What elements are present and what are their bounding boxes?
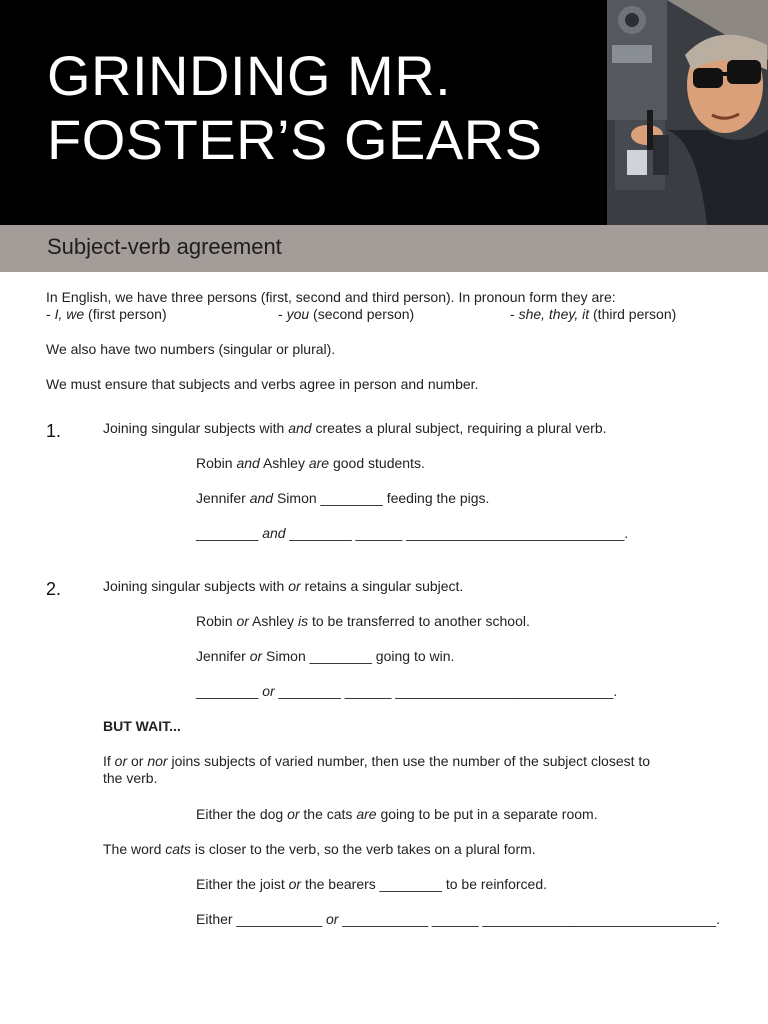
italic-word: is xyxy=(297,613,309,629)
text: Ashley xyxy=(248,613,298,629)
agreement-sentence: We must ensure that subjects and verbs agree in person and number. xyxy=(46,376,479,392)
but-wait-heading xyxy=(103,718,181,735)
teacher-photo xyxy=(607,0,768,225)
first-person-item xyxy=(46,306,167,323)
dash: - xyxy=(510,306,519,322)
text: Joining singular subjects with xyxy=(103,420,289,436)
text: or xyxy=(127,753,148,769)
italic-word: or xyxy=(236,613,249,629)
third-label: (third person) xyxy=(589,306,677,322)
text: retains a singular subject. xyxy=(300,578,464,594)
rule-1-exercise-2 xyxy=(196,525,628,542)
italic-word: or xyxy=(288,876,302,892)
text: ________ ______ ____________________________. xyxy=(274,683,618,699)
varied-exercise-2 xyxy=(196,911,720,928)
dash: - xyxy=(278,306,287,322)
third-pronouns: she, they, it xyxy=(518,306,590,322)
text: The word xyxy=(103,841,166,857)
italic-word: or xyxy=(262,683,275,699)
italic-word: or xyxy=(114,753,128,769)
section-title: Subject-verb agreement xyxy=(47,234,282,259)
text: Jennifer xyxy=(196,490,250,506)
title-banner xyxy=(0,0,607,225)
section-band xyxy=(0,225,768,272)
title-line-1: GRINDING MR. xyxy=(47,44,452,107)
italic-word: are xyxy=(308,455,330,471)
italic-word: and xyxy=(288,420,312,436)
text: going to be put in a separate room. xyxy=(376,806,598,822)
italic-word: or xyxy=(249,648,263,664)
dash: - xyxy=(46,306,55,322)
text: Robin xyxy=(196,613,237,629)
text: Either the dog xyxy=(196,806,288,822)
italic-word: and xyxy=(249,490,274,506)
text: ________ ______ ____________________________. xyxy=(285,525,629,541)
rule-number-1: 1. xyxy=(46,421,62,441)
text: Simon ________ feeding the pigs. xyxy=(273,490,490,506)
second-label: (second person) xyxy=(309,306,415,322)
rule-1-example-1 xyxy=(196,455,425,472)
varied-example-1 xyxy=(196,806,598,823)
varied-number-rule-line-2: the verb. xyxy=(103,770,158,786)
italic-word: and xyxy=(236,455,260,471)
second-pronouns: you xyxy=(286,306,310,322)
rule-2-exercise-2 xyxy=(196,683,617,700)
text: the cats xyxy=(299,806,357,822)
text: ___________ ______ ______________________________. xyxy=(338,911,720,927)
heading-text: BUT WAIT... xyxy=(103,718,181,734)
text: ________ xyxy=(196,525,263,541)
varied-exercise-1 xyxy=(196,876,547,893)
varied-number-rule-line-1 xyxy=(103,753,650,770)
italic-word: or xyxy=(287,806,300,822)
text: to be transferred to another school. xyxy=(308,613,530,629)
italic-word: nor xyxy=(147,753,168,769)
rule-number-2: 2. xyxy=(46,579,62,599)
text: good students. xyxy=(329,455,425,471)
text: joins subjects of varied number, then use the number of the subject closest to xyxy=(167,753,651,769)
italic-word: are xyxy=(356,806,377,822)
page-title xyxy=(47,44,543,172)
italic-word: cats xyxy=(165,841,191,857)
numbers-sentence: We also have two numbers (singular or plural). xyxy=(46,341,336,357)
text: Ashley xyxy=(259,455,309,471)
text: is closer to the verb, so the verb takes on a plural form. xyxy=(190,841,536,857)
text: Joining singular subjects with xyxy=(103,578,289,594)
text: Jennifer xyxy=(196,648,250,664)
rule-2-exercise-1 xyxy=(196,648,454,665)
italic-word: or xyxy=(288,578,301,594)
first-pronouns: I, we xyxy=(54,306,85,322)
rule-1-exercise-1 xyxy=(196,490,489,507)
rule-1-text xyxy=(103,420,607,437)
title-line-2: FOSTER’S GEARS xyxy=(47,108,543,171)
persons-sentence: In English, we have three persons (first, second and third person). In pronoun form they are: xyxy=(46,289,616,305)
first-label: (first person) xyxy=(84,306,167,322)
text: the bearers ________ to be reinforced. xyxy=(301,876,548,892)
second-person-item xyxy=(278,306,414,323)
third-person-item xyxy=(510,306,676,323)
text: creates a plural subject, requiring a plural verb. xyxy=(311,420,607,436)
explanation-note xyxy=(103,841,536,858)
rule-2-text xyxy=(103,578,463,595)
text: Either the joist xyxy=(196,876,289,892)
italic-word: and xyxy=(262,525,286,541)
text: Either ___________ xyxy=(196,911,326,927)
text: Robin xyxy=(196,455,237,471)
text: ________ xyxy=(196,683,263,699)
italic-word: or xyxy=(326,911,339,927)
text: If xyxy=(103,753,115,769)
rule-2-example-1 xyxy=(196,613,530,630)
text: Simon ________ going to win. xyxy=(262,648,455,664)
